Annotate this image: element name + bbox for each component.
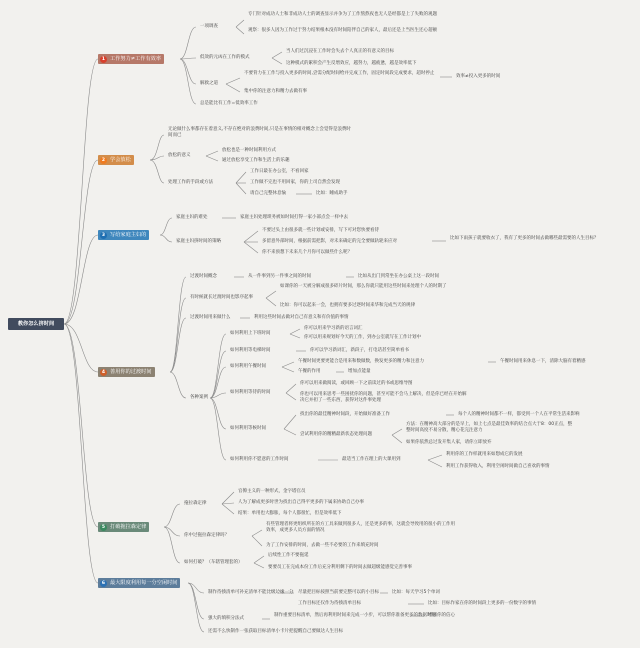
node-solution-c: 效率≠投入更多的时间	[456, 74, 501, 79]
node-housewife-strategy-b2: 比如下雨孩子就要收衣了，我有了更多的时间去做哪些最需要的人生目标？	[450, 236, 599, 241]
branch-parkinson-law	[98, 522, 149, 532]
node-case-commute: 如何利用上下班时间	[230, 331, 271, 336]
branch-spare-time	[98, 578, 180, 588]
branch-number-badge: 1	[101, 56, 106, 62]
node-spare-plan: 制作待揍清单可补充清单不能比级边缘一分	[208, 590, 294, 595]
node-relax-methods-c: 请自己完整休息愉	[250, 191, 286, 196]
node-relax-methods-b: 工作做不完也不用回家，你的上司自然会发现	[250, 180, 340, 185]
node-case-peak: 如何利用等候时间	[230, 426, 266, 431]
node-solution: 解救之道	[200, 81, 218, 86]
branch-label: 善用你的过渡时间	[110, 369, 152, 375]
node-survey-a: 专门针对成功人士和非成功人士的调查显示并争为了工作熬熬夜也无人是经都是上了失败的观题	[248, 12, 437, 17]
node-relax-methods-c2: 比如：睡成助手	[316, 191, 348, 196]
node-case-unwanted-a: 最适当工作在理上的大课用到	[342, 457, 401, 462]
node-relax-meaning: 放松的意义	[168, 153, 191, 158]
node-case-lunch-b: 午餐的作用	[298, 369, 321, 374]
node-spare-plan-a2: 比如：每天学习5个单词	[392, 590, 440, 595]
node-spare-plan-a: 尽量把目标按照当前要完整可以的小目标	[298, 590, 379, 595]
branch-number-badge: 6	[101, 580, 106, 586]
node-spare-last: 还需不么快制作一张获取目标清单小卡片把提醒自己要做达人生目标	[208, 629, 343, 634]
node-survey-b: 观察：很多人因为工作过于努力结果根本没有时间陪伴自己的家人，最后还是上当医生还心超额	[248, 28, 437, 33]
node-cause: 低效的元凶在工作的模式	[200, 55, 250, 60]
node-case-unwanted-a3: 利用工作获得收入，利用空闲时间做自己喜欢的事情	[446, 464, 550, 469]
root-node: 教你怎么挤时间	[8, 318, 64, 330]
branch-number-badge: 5	[101, 524, 106, 530]
node-spare-plan-b2: 比如：目标作家在你的时间段上更多的一份数字的事情	[428, 601, 536, 606]
node-parkinson-law-c: 结果：单用也大膨胀，每个人都很忙，但是效率低下	[238, 511, 342, 516]
branch-label: 学会放松	[110, 157, 131, 163]
node-relax-methods-a: 工作日最在办公室，不看回家	[250, 169, 309, 174]
branch-label: 打破拖拉森定律	[110, 524, 147, 530]
branch-work-efficiency	[98, 54, 164, 64]
node-transition-concept-a2: 比如从出门到常坐在办公桌上这一段时间	[358, 274, 439, 279]
node-case-elevator: 如何利用等电梯时间	[230, 348, 271, 353]
node-solution-b: 集中你的注意力和精力去做有事	[244, 89, 307, 94]
node-cause-b: 这种模式的累积会产生反增效应，越努力，越疲惫，越是效率低下	[286, 61, 417, 66]
branch-transition-time	[98, 367, 155, 377]
node-case-waiting: 如何利用等待的时间	[230, 390, 271, 395]
node-case-commute-a: 你可以用来学习新的语言词汇	[304, 326, 363, 331]
branch-label: 写给家庭主妇的	[110, 232, 147, 238]
node-case-lunch-b2: 增加点能量	[348, 369, 371, 374]
branch-number-badge: 2	[101, 157, 106, 163]
node-housewife-strategy: 家庭主妇挤时间的策略	[176, 239, 221, 244]
node-case-waiting-b: 你也可以用来思考一些困扰你的问题，甚至可能不会马上解决，但是你已经在开始解决它并担了一些东西，获得对这件事处理	[300, 392, 467, 403]
node-parkinson-law-b: 人为了解成更多时世为找出自己得平更多的下属来协助自己办事	[238, 500, 364, 505]
node-transition-waste-b: 比如：你可以起来一会，也拥有要多过逐时间来华和完成当天的规律	[280, 303, 415, 308]
node-case-commute-b: 你可以用来规划好今天的工作，到办公室就写在工作计划中	[304, 335, 421, 340]
node-parkinson-law: 拖拉森定律	[184, 501, 207, 506]
node-parkinson-break-a: 后续性工作不要拖延	[268, 553, 309, 558]
node-case-lunch-a2: 午餐时间用来休息一下，清除大脑有着精感	[500, 359, 586, 364]
branch-number-badge: 4	[101, 369, 106, 375]
node-parkinson-law-a: 官僚主义的一种形式，金字塔官员	[238, 489, 306, 494]
node-case-lunch: 如何利用午餐时间	[230, 364, 266, 369]
node-case-peak-b2: 方法：在精神高大部分的是早上，如上七点是最佳效率的结合点大于8：00正点，整整时间高度不易分散，精心花完注意力	[406, 422, 573, 433]
node-parkinson-impact: 你中过拖拉森定律吗？	[184, 533, 229, 538]
node-summary: 总是能比有工作=低效率工作	[200, 101, 258, 106]
branch-housewife	[98, 230, 149, 240]
node-case-lunch-a: 午餐时间更要更能合是用来和数做数，换发更多的精力和注意力	[298, 359, 424, 364]
branch-label: 最大限度利用每一分空闲时间	[110, 580, 178, 586]
node-transition-waste-a: 如课你的一天被分解成很多碎片时间，那么你就只能用这些时间来处理个人的时期了	[280, 284, 447, 289]
node-parkinson-break: 如何打破？（车辖管理套的）	[184, 560, 243, 565]
node-case-elevator-a: 你可以学习新词汇，新段子，打电话甚至简单看书	[310, 348, 409, 353]
node-relax-meaning-a: 放松也是一种时间利用方式	[222, 148, 276, 153]
node-case-unwanted: 如何利用你不愿意的工作时间	[230, 457, 289, 462]
branch-number-badge: 3	[101, 232, 106, 238]
node-solution-a: 不要背力在工作与投入更多的时间,尝需分配时间给并完成工作，固定时间段完成要求，超时停止	[244, 71, 435, 76]
node-cause-a: 当人们过沉浸在工作时会失去个人真正的有意义的目标	[286, 49, 394, 54]
node-case-peak-b: 尝试利用你的精精最新状态处理问题	[300, 432, 372, 437]
node-spare-tip: 强大的填积分法式	[208, 616, 244, 621]
node-case-peak-a: 找出你的最佳精神时间段，开始做好准备工作	[300, 412, 390, 417]
branch-label: 工作努力≠工作有效率	[110, 56, 162, 62]
node-relax-intro: 无论做什么事都存在着意义,不存在绝对的浪费时间,只是在事情的相对概念上会觉得是浪费时间而已	[168, 127, 351, 138]
node-transition-lots-a: 利用这些时间去做对自己有意义和有价值的事情	[254, 315, 349, 320]
node-parkinson-impact-b: 为了工作安排的时间，去做一些不必要的工作来填充时间	[266, 543, 379, 548]
node-transition-concept-a: 从一件事到另一件事之间的时间	[248, 274, 311, 279]
node-parkinson-impact-a: 有些管理者将更组织所在的方工具来做到很多人，还是更多的事，这就会导致用的很小的工作用效率，成更多人员方面的情况	[266, 522, 455, 533]
node-transition-concept: 过渡时间概念	[190, 274, 217, 279]
node-case-waiting-a: 你可以用来做阅读，或回顾一下之前读过的书或思维导图	[300, 381, 413, 386]
node-spare-plan-b: 工作目标还仅作为待揍清单目标	[298, 601, 361, 606]
branch-relax	[98, 155, 134, 165]
node-housewife-strategy-b: 多留意外部时间，根据前需把影，对未来确定的完全要做轨轮来应对	[262, 239, 397, 244]
node-spare-tip-a2: 增强你的信心	[428, 613, 455, 618]
node-case-peak-b3: 如果你依然总过发开集人家，请你立即放弃	[406, 440, 492, 445]
node-parkinson-break-b: 要要员工在完成本份工作后充分利用剩下的时间去做超级能感觉完善事事	[268, 565, 412, 570]
node-case-unwanted-a2: 利用你的工作样就用来如想成它的发展	[446, 452, 523, 457]
node-housewife-core-a: 家庭主妇处理琐务被如时间打得一家小部点会一样中去	[240, 215, 348, 220]
node-housewife-strategy-a: 不要过头上由很多就一些计划或安排，写下可对您快要看待	[262, 228, 379, 233]
node-spare-tip-a: 制作重要目标清单，然后再利用时间来完成一小步，可以帮你准备更多的数据时间	[274, 613, 436, 618]
node-transition-cases: 各种案例	[190, 395, 208, 400]
node-relax-methods: 处理工作的手段或方法	[168, 180, 213, 185]
node-survey: 一项调查	[200, 24, 218, 29]
node-transition-lots: 过渡时间用来做什么	[190, 315, 231, 320]
node-housewife-strategy-c: 你不来预想下未来几个月你可以做些什么呢？	[262, 250, 352, 255]
node-transition-waste: 有时候就长过渡时间也影序起事	[190, 295, 253, 300]
node-housewife-core: 家庭主妇的难处	[176, 215, 208, 220]
node-case-peak-a2: 每个人的精神时间都不一样，都受到一个人在平常生活来影响	[458, 412, 580, 417]
node-relax-meaning-b: 通过放松享受工作和生活上的乐趣	[222, 158, 290, 163]
